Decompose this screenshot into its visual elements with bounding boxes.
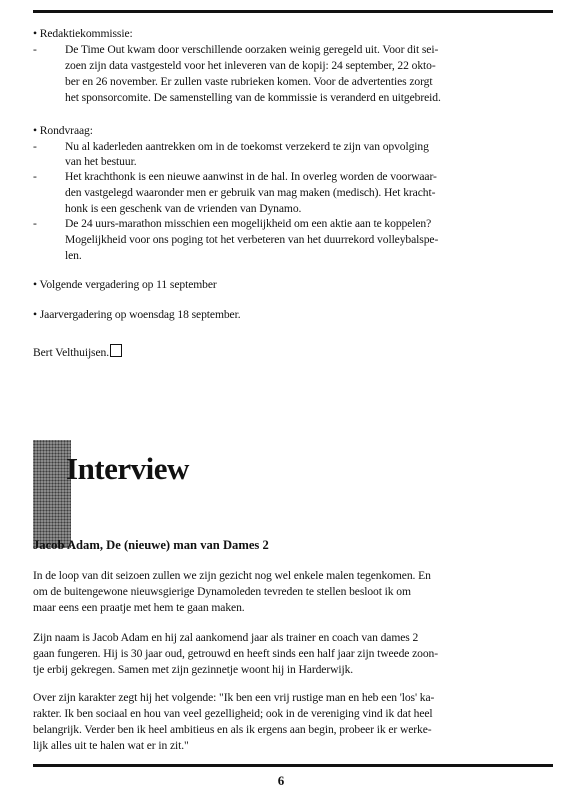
section-title: Interview [66, 451, 189, 486]
bottom-rule [33, 764, 553, 767]
rondvraag-line: Het krachthonk is een nieuwe aanwinst in de hal. In overleg worden de voorwaar- [65, 170, 437, 183]
rondvraag-line: De 24 uurs-marathon misschien een mogelijkheid om een aktie aan te koppelen? [65, 217, 432, 230]
redaktie-bullet: • Redaktiekommissie: [33, 27, 133, 40]
signature: Bert Velthuijsen. [33, 346, 110, 359]
page-number: 6 [277, 773, 285, 788]
paragraph-line: In de loop van dit seizoen zullen we zijn gezicht nog wel enkele malen tegenkomen. En [33, 569, 431, 582]
signature-line [33, 344, 122, 361]
redaktie-line: De Time Out kwam door verschillende oorzaken weinig geregeld uit. Voor dit sei- [65, 43, 439, 56]
redaktie-line: zoen zijn data vastgesteld voor het inleveren van de kopij: 24 september, 22 okto- [65, 59, 436, 72]
dash-marker: - [33, 140, 37, 153]
redaktie-line: ber en 26 november. Er zullen vaste rubrieken komen. Voor de advertenties zorgt [65, 75, 433, 88]
top-rule [33, 10, 553, 13]
paragraph-line: tje erbij gekregen. Samen met zijn gezinnetje woont hij in Harderwijk. [33, 663, 354, 676]
paragraph-line: lijk alles uit te halen wat er in zit." [33, 739, 189, 752]
dash-marker: - [33, 170, 37, 183]
paragraph-line: Zijn naam is Jacob Adam en hij zal aankomend jaar als trainer en coach van dames 2 [33, 631, 419, 644]
dash-marker: - [33, 217, 37, 230]
rondvraag-line: honk is een geschenk van de vrienden van Dynamo. [65, 202, 302, 215]
paragraph-line: om de buitengewone nieuwsgierige Dynamoleden tevreden te stellen besloot ik om [33, 585, 411, 598]
paragraph-line: gaan fungeren. Hij is 30 jaar oud, getrouwd en heeft sinds een half jaar zijn tweede zoon- [33, 647, 439, 660]
paragraph-line: maar eens een praatje met hem te gaan maken. [33, 601, 245, 614]
end-mark-icon [110, 344, 122, 357]
rondvraag-line: Mogelijkheid voor ons poging tot het verbeteren van het duurrekord volleybalspe- [65, 233, 439, 246]
next-meeting-bullet: • Volgende vergadering op 11 september [33, 278, 217, 291]
annual-meeting-bullet: • Jaarvergadering op woensdag 18 september. [33, 308, 241, 321]
redaktie-line: het sponsorcomite. De samenstelling van de kommissie is veranderd en uitgebreid. [65, 91, 441, 104]
rondvraag-line: den vastgelegd waaronder men er gebruik van mag maken (medisch). Het kracht- [65, 186, 436, 199]
dash-marker: - [33, 43, 37, 56]
rondvraag-line: Nu al kaderleden aantrekken om in de toekomst verzekerd te zijn van opvolging [65, 140, 429, 153]
rondvraag-line: van het bestuur. [65, 155, 137, 168]
paragraph-line: belangrijk. Verder ben ik heel ambitieus en als ik ergens aan begin, probeer ik er werke- [33, 723, 432, 736]
paragraph-line: Over zijn karakter zegt hij het volgende: "Ik ben een vrij rustige man en heb een 'los' ka- [33, 691, 435, 704]
paragraph-line: rakter. Ik ben sociaal en hou van veel gezelligheid; ook in de vereniging vind ik dat heel [33, 707, 433, 720]
interview-subheading: Jacob Adam, De (nieuwe) man van Dames 2 [33, 538, 269, 552]
rondvraag-line: len. [65, 249, 82, 262]
rondvraag-bullet: • Rondvraag: [33, 124, 93, 137]
